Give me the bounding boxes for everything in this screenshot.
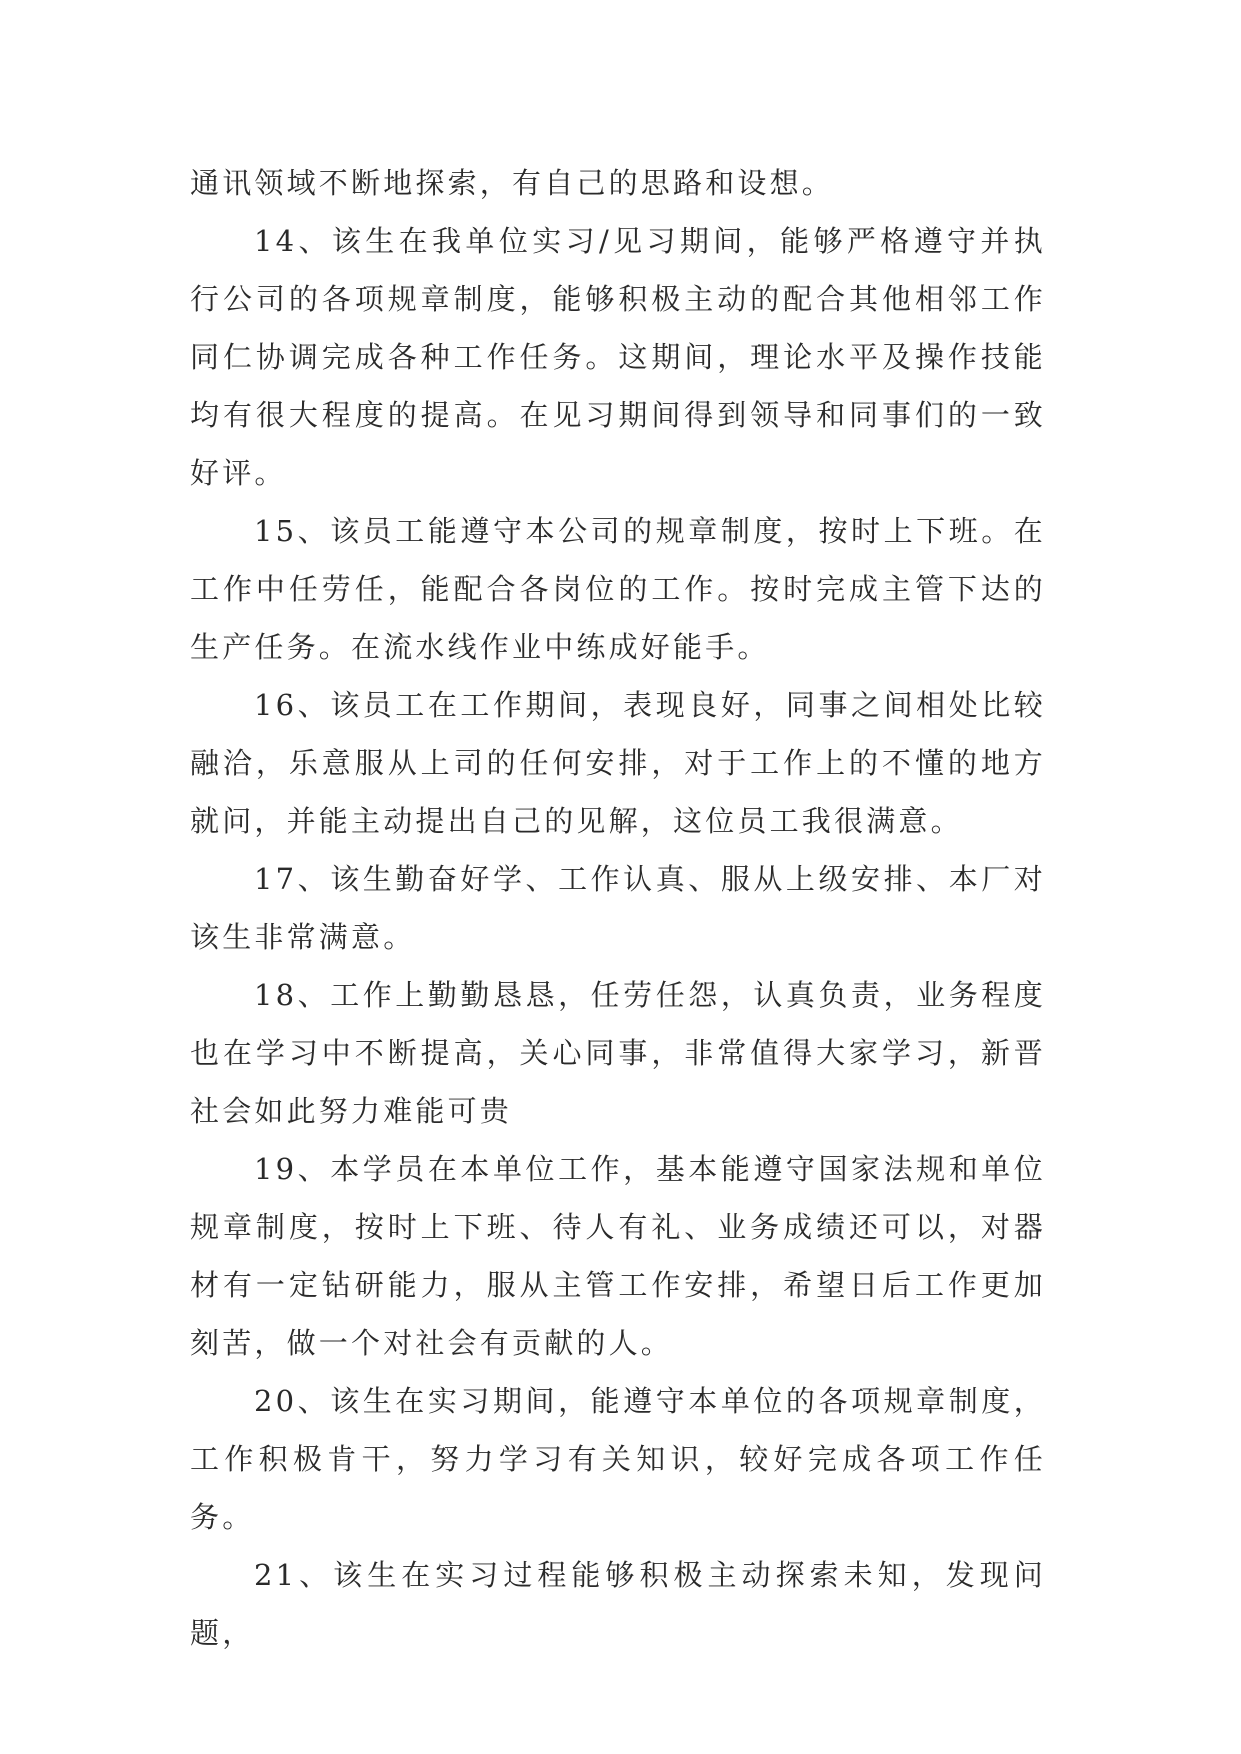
paragraph-continuation: 通讯领域不断地探索，有自己的思路和设想。 bbox=[190, 166, 835, 200]
paragraph-item-19: 19、本学员在本单位工作，基本能遵守国家法规和单位规章制度，按时上下班、待人有礼、业务成绩还可以，对器材有一定钻研能力，服从主管工作安排，希望日后工作更加刻苦，做一个对社会有贡献的人。 bbox=[190, 1152, 1046, 1360]
paragraph-item-17: 17、该生勤奋好学、工作认真、服从上级安排、本厂对该生非常满意。 bbox=[190, 862, 1046, 954]
paragraph-item-15: 15、该员工能遵守本公司的规章制度，按时上下班。在工作中任劳任，能配合各岗位的工作。按时完成主管下达的生产任务。在流水线作业中练成好能手。 bbox=[190, 514, 1046, 664]
document-body bbox=[190, 154, 1046, 1662]
paragraph-item-20: 20、该生在实习期间，能遵守本单位的各项规章制度，工作积极肯干，努力学习有关知识，较好完成各项工作任务。 bbox=[190, 1384, 1046, 1534]
paragraph-item-18: 18、工作上勤勤恳恳，任劳任怨，认真负责，业务程度也在学习中不断提高，关心同事，非常值得大家学习，新晋社会如此努力难能可贵 bbox=[190, 978, 1046, 1128]
paragraph-item-14: 14、该生在我单位实习/见习期间，能够严格遵守并执行公司的各项规章制度，能够积极主动的配合其他相邻工作同仁协调完成各种工作任务。这期间，理论水平及操作技能均有很大程度的提高。在见习期间得到领导和同事们的一致好评。 bbox=[190, 224, 1046, 490]
paragraph-item-16: 16、该员工在工作期间，表现良好，同事之间相处比较融洽，乐意服从上司的任何安排，对于工作上的不懂的地方就问，并能主动提出自己的见解，这位员工我很满意。 bbox=[190, 688, 1046, 838]
paragraph-item-21: 21、该生在实习过程能够积极主动探索未知，发现问题， bbox=[190, 1558, 1046, 1650]
